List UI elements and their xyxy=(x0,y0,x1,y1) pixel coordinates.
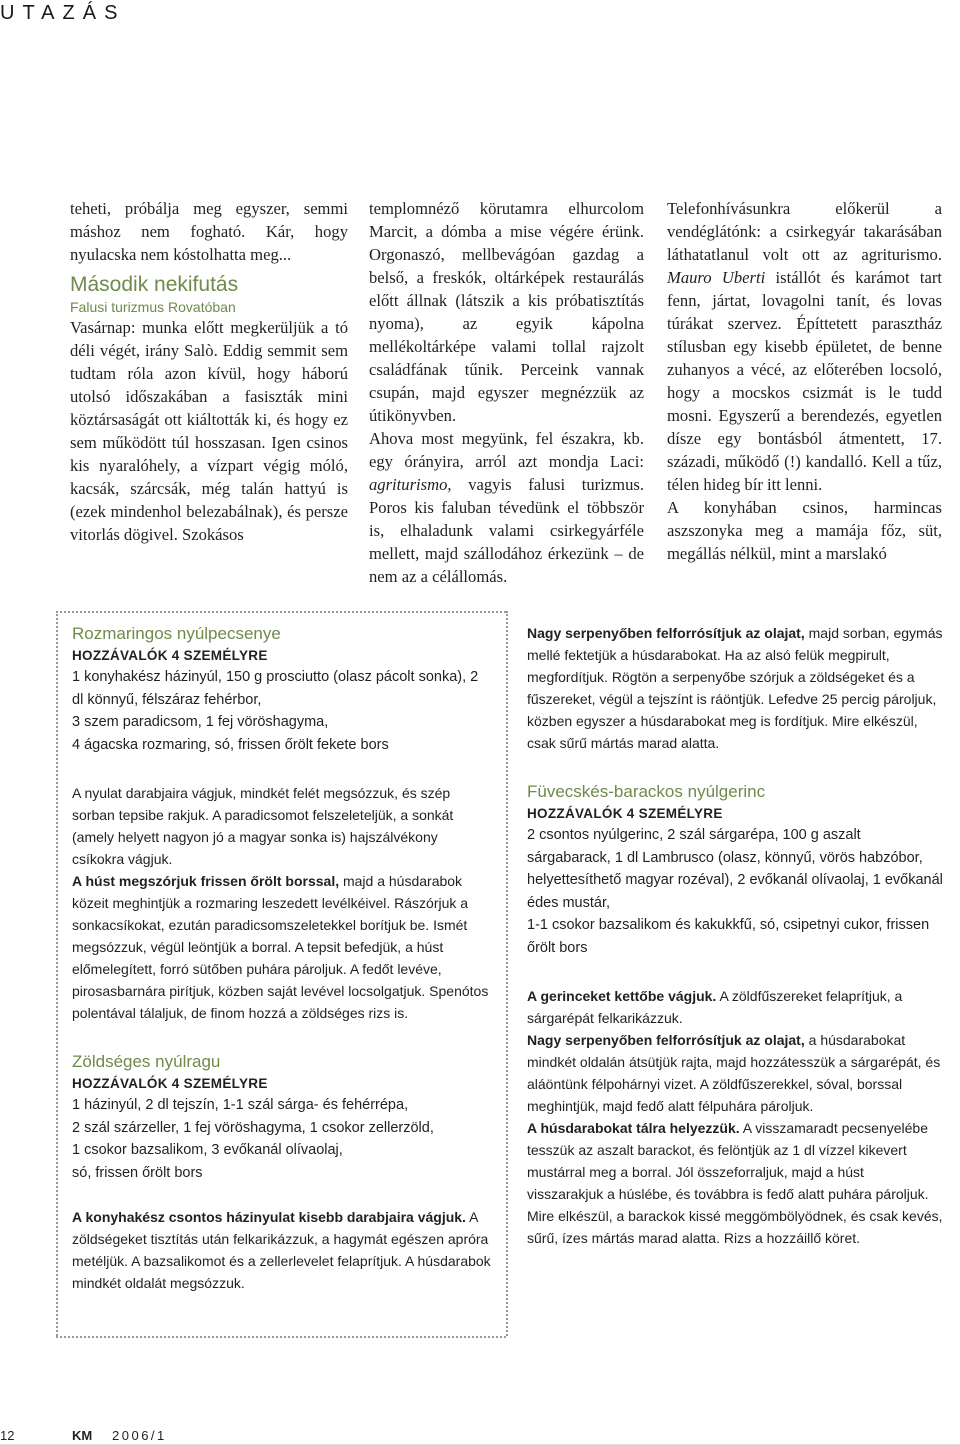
recipe-3-step-2 xyxy=(527,1029,943,1117)
column-2-paragraph-1: templomnéző körutamra elhurcolom Marcit, a dómba a mise végére érünk. Orgonaszó, mellbevágóan gazdag a belső, a freskók, oltárképek restaurálás előtt állnak (látszik a kis próbatisztítás nyoma), az egyik kápolna mellékoltárképe valami tollal rajzolt családfának tűnik. Perceink vannak csupán, majd egyszer megnézzük az útikönyvben. xyxy=(369,199,644,425)
article-column-3 xyxy=(667,197,942,565)
magazine-name: KM xyxy=(72,1428,93,1443)
recipe-1-step-2 xyxy=(72,870,492,1024)
column-1-intro: teheti, próbálja meg egyszer, semmi máshoz nem fogható. Kár, hogy nyulacska nem kóstolhatta meg... xyxy=(70,199,348,264)
recipe-3-step-1 xyxy=(527,985,943,1029)
recipe-1-step-1: A nyulat darabjaira vágjuk, mindkét felét megsózzuk, és szép sorban tepsibe rakjuk. A paradicsomot felszeleteljük, a sonkát (amely helyett nagyon jó a magyar sonka is) hajszálvékony csíkokra vágjuk. xyxy=(72,785,454,867)
recipe-3-ingredient-1: 2 csontos nyúlgerinc, 2 szál sárgarépa, 100 g aszalt sárgabarack, 1 dl Lambrusco (olasz, könnyű, vörös habzóbor, helyettesíthető magyar rozéval), 2 evőkanál olívaolaj, 1 evőkanál édes mustár, xyxy=(527,827,943,911)
recipe-1-ingredient-1: 1 konyhakész házinyúl, 150 g prosciutto (olasz pácolt sonka), 2 dl könnyű, félszáraz fehérbor, xyxy=(72,669,479,708)
recipe-2-step-1 xyxy=(72,1206,492,1294)
recipe-2-ingredient-2: 2 szál szárzeller, 1 fej vöröshagyma, 1 csokor zellerzöld, xyxy=(72,1119,434,1136)
agriturismo-term: agriturismo xyxy=(369,475,448,494)
column-3-text-b: istállót és karámot tart fenn, jártat, lovagolni tanít, és lovas túrákat szervez. Építtetett parasztház stílusban egy kisebb épületet, de benne zuhanyos a vécé, az előterében locsoló, hogy a mocskos csizmát is le tudd mosni. Egyszerű a berendezés, egyetlen dísze egy bontásból átmentett, 17. századi, működő (!) kandalló. Kell a tűz, télen hideg bír itt lenni. xyxy=(667,268,942,494)
section-title: UTAZÁS xyxy=(0,2,126,24)
recipe-3-step-3 xyxy=(527,1117,943,1249)
recipe-2-ingredient-4: só, frissen őrölt bors xyxy=(72,1164,203,1181)
recipe-box-bottom-border xyxy=(56,1336,506,1338)
recipe-2-step-1-text: A zöldségeket tisztítás után felkarikázzuk, a hagymát egészen apróra metéljük. A bazsalikomot és a zellerlevelet felaprítjuk. A húsdarabok mindkét oldalát megsózzuk. xyxy=(72,1209,491,1291)
recipe-1-ingredient-3: 4 ágacska rozmaring, só, frissen őrölt fekete bors xyxy=(72,736,389,753)
recipe-box-left-border xyxy=(56,611,58,1336)
recipe-column-left xyxy=(72,622,492,1294)
recipe-2-step-1-lead: A konyhakész csontos házinyulat kisebb darabjaira vágjuk. xyxy=(72,1209,466,1225)
column-2-paragraph-2 xyxy=(369,427,644,588)
recipe-3-step-2-text: a húsdarabokat mindkét oldalán átsütjük rajta, majd hozzátesszük a sárgarépát, és aláöntünk félpohárnyi vizet. A zöldfűszerekkel, sóval, borssal meghintjük, majd fedő alatt félpuhára pároljuk. xyxy=(527,1032,941,1114)
recipe-2-step-2-lead: Nagy serpenyőben felforrósítjuk az olajat, xyxy=(527,625,805,641)
column-2-text-b: , vagyis falusi turizmus. Poros kis faluban tévedünk el többször is, elhaladunk valami csirkegyárféle mellett, majd szállodához érkezünk – de nem az a célállomás. xyxy=(369,475,644,586)
column-2-text-a: Ahova most megyünk, fel északra, kb. egy órányira, arról azt mondja Laci: xyxy=(369,429,644,471)
recipe-2-step-2 xyxy=(527,622,943,754)
recipe-1-step-2-text: majd a húsdarabok közeit meghintjük a rozmaring leszedett levélkéivel. Rászórjuk a sonkacsíkokat, ezután paradicsomszeletekkel borítjuk be. Ismét megsózzuk, végül leöntjük a borral. A tepsit befedjük, a húst előmelegített, forró sütőben puhára pároljuk. A fedőt levéve, pirosasbarnára pirítjuk, közben saját levével locsolgatjuk. Spenótos polentával tálaljuk, de finom hozzá a zöldséges rizs is. xyxy=(72,873,489,1021)
recipe-column-right xyxy=(527,622,943,1249)
recipe-3-ingredient-2: 1-1 csokor bazsalikom és kakukkfű, só, csipetnyi cukor, frissen őrölt bors xyxy=(527,917,930,956)
recipe-3-step-3-text: A visszamaradt pecsenyelébe tesszük az aszalt barackot, és felöntjük az 1 dl vízzel kikevert mustárral meg a borral. Jól összeforraljuk, majd a húst visszarakjuk a húslébe, és továbbra is fedő alatt puhára pároljuk. Mire elkészül, a barackok kissé meggömbölyödnek, és csak kevés, sűrű, ízes mártás marad alatta. Rizs a hozzáillő köret. xyxy=(527,1120,943,1246)
recipe-3-step-2-lead: Nagy serpenyőben felforrósítjuk az olajat, xyxy=(527,1032,805,1048)
recipe-3-ingredients-label: HOZZÁVALÓK 4 SZEMÉLYRE xyxy=(527,806,723,821)
recipe-3-step-1-text: A zöldfűszereket felaprítjuk, a sárgarépát felkarikázzuk. xyxy=(527,988,903,1026)
article-column-1 xyxy=(70,197,348,546)
recipe-1-ingredients-label: HOZZÁVALÓK 4 SZEMÉLYRE xyxy=(72,648,268,663)
column-3-paragraph-1 xyxy=(667,197,942,496)
article-subsubheading: Falusi turizmus Rovatóban xyxy=(70,299,236,315)
page-footer xyxy=(0,1428,167,1443)
recipe-1-step-2-lead: A húst megszórjuk frissen őrölt borssal, xyxy=(72,873,340,889)
recipe-box-top-border xyxy=(56,611,506,613)
recipe-2-ingredients-label: HOZZÁVALÓK 4 SZEMÉLYRE xyxy=(72,1076,268,1091)
recipe-2-step-2-text: majd sorban, egymás mellé fektetjük a húsdarabokat. Ha az alsó felük megpirult, megfordítjuk. Rögtön a serpenyőbe szórjuk a zöldségeket és a fűszereket, végül a tejszínt is ráöntjük. Lefedve 25 percig pároljuk, közben egyszer a húsdarabokat meg is fordítjuk. Mire elkészül, csak sűrű mártás marad alatta. xyxy=(527,625,943,751)
recipe-3-step-3-lead: A húsdarabokat tálra helyezzük. xyxy=(527,1120,740,1136)
recipe-2-ingredient-1: 1 házinyúl, 2 dl tejszín, 1-1 szál sárga- és fehérrépa, xyxy=(72,1097,409,1113)
recipe-3-title: Füvecskés-barackos nyúlgerinc xyxy=(527,782,766,801)
recipe-box-divider xyxy=(506,611,508,1336)
host-name: Mauro Uberti xyxy=(667,268,766,287)
column-1-body: Vasárnap: munka előtt megkerüljük a tó déli végét, irány Salò. Eddig semmit sem tudtam róla azon kívül, hogy háború utolsó időszakában a fasiszták mini köztársaságát ott kiáltották ki, és hogy ez sem működött túl hosszasan. Igen csinos kis nyaralóhely, a vízpart végig móló, kacsák, szárcsák, még talán hattyú is (ezek mindenhol belezabálnak), és persze vitorlás dögivel. Szokásos xyxy=(70,318,348,544)
article-subheading: Második nekifutás xyxy=(70,273,239,296)
recipe-1-title: Rozmaringos nyúlpecsenye xyxy=(72,624,281,643)
column-3-paragraph-2: A konyhában csinos, harmincas aszszonyka meg a mamája főz, süt, megállás nélkül, mint a marslakó xyxy=(667,498,942,563)
recipe-2-ingredient-3: 1 csokor bazsalikom, 3 evőkanál olívaolaj, xyxy=(72,1142,343,1158)
page-number: 12 xyxy=(0,1428,15,1443)
column-3-text-a: Telefonhívásunkra előkerül a vendéglátónk: a csirkegyár takarásában láthatatlanul volt ott az agriturismo. xyxy=(667,199,942,264)
issue-number: 2006/1 xyxy=(112,1428,167,1443)
recipe-2-title: Zöldséges nyúlragu xyxy=(72,1052,221,1071)
recipe-1-ingredient-2: 3 szem paradicsom, 1 fej vöröshagyma, xyxy=(72,714,329,730)
article-column-2 xyxy=(369,197,644,588)
recipe-3-step-1-lead: A gerinceket kettőbe vágjuk. xyxy=(527,988,717,1004)
